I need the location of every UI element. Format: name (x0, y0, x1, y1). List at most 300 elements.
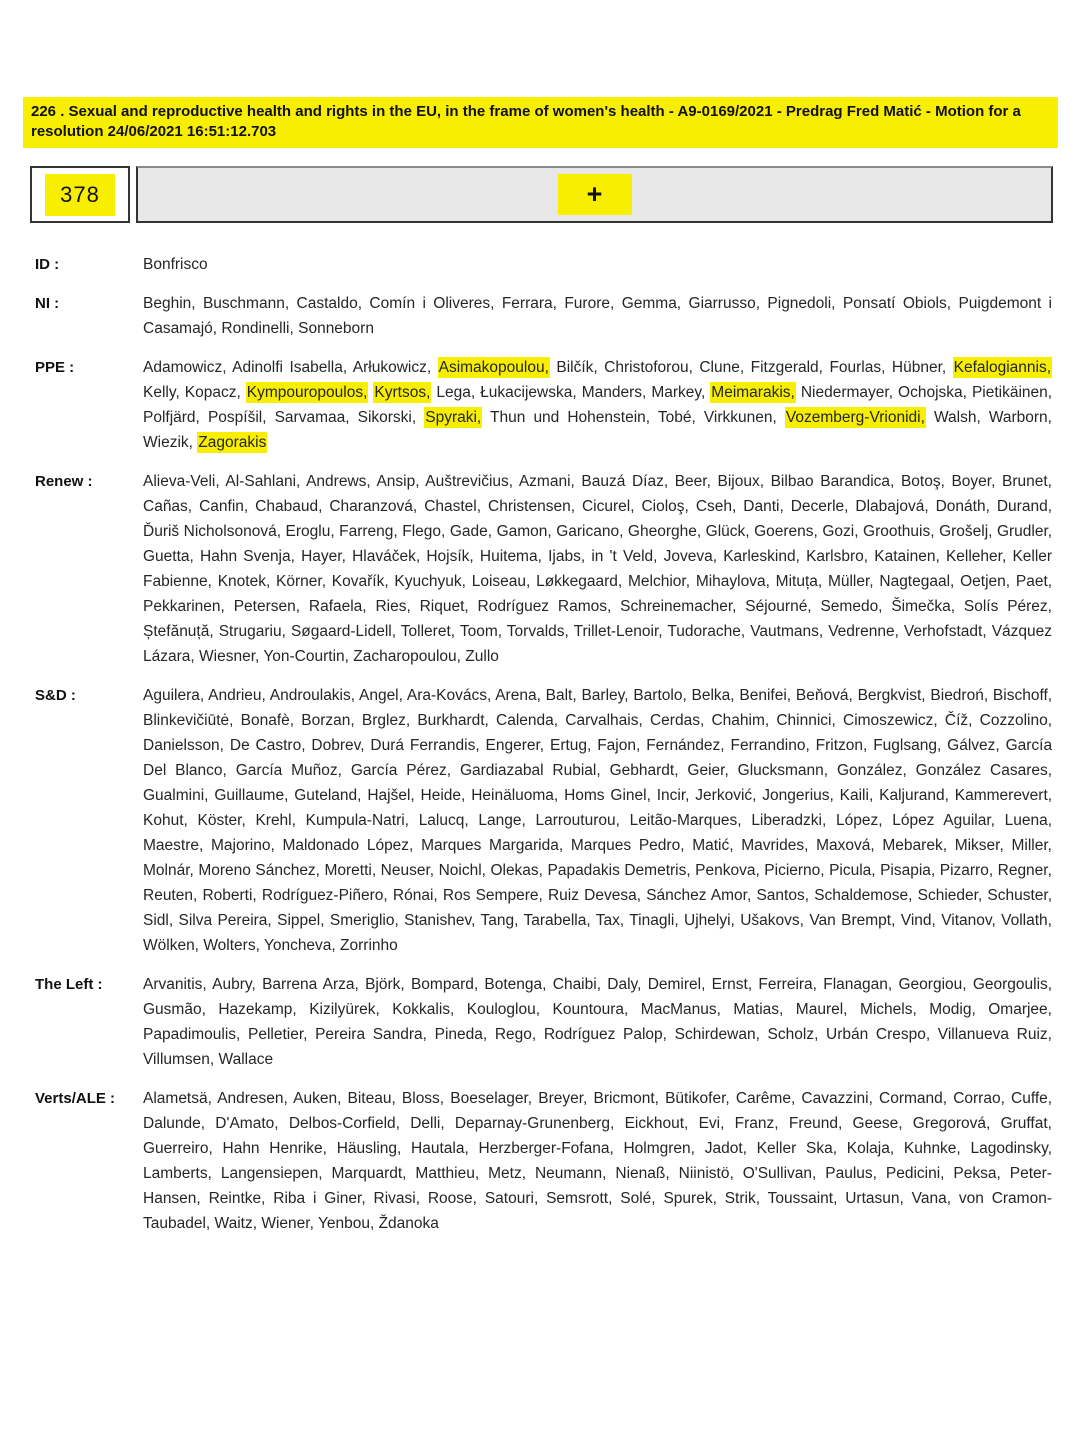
member-name: Farreng, (339, 523, 398, 540)
member-name: Azmani, (518, 473, 575, 490)
member-name: Lamberts, (143, 1165, 212, 1182)
member-name: Charanzová, (329, 498, 418, 515)
member-name: O'Sullivan, (742, 1165, 817, 1182)
group-label: PPE : (35, 359, 75, 376)
member-name: Evi, (698, 1115, 725, 1132)
member-name: Angel, (358, 687, 403, 704)
member-name: Björk, (365, 976, 405, 993)
member-name: Daly, (607, 976, 642, 993)
member-name: Chahim, (711, 712, 770, 729)
member-name: Gozi, (822, 523, 859, 540)
member-name: Schuster, (987, 887, 1053, 904)
member-name: Rodríguez-Piñero, (261, 887, 388, 904)
member-name: Cuffe, (1011, 1090, 1053, 1107)
member-name: Herzberger-Fofana, (478, 1140, 614, 1157)
member-name: Lagodinsky, (970, 1140, 1053, 1157)
member-name: Loiseau, (471, 573, 531, 590)
member-name: Kefalogiannis, (953, 359, 1052, 376)
member-name: Wolters, (203, 937, 260, 954)
member-name: González, (836, 762, 907, 779)
member-name: Kohut, (143, 812, 188, 829)
member-name: Jongerius, (762, 787, 834, 804)
member-name: Köster, (197, 812, 246, 829)
member-name: Hojsík, (426, 548, 474, 565)
member-name: Kyuchyuk, (394, 573, 466, 590)
member-name: Corrao, (953, 1090, 1005, 1107)
member-name: Carême, (735, 1090, 796, 1107)
total-votes-cell (30, 166, 130, 223)
member-name: Wallace (218, 1051, 274, 1068)
member-name: Mikser, (954, 837, 1004, 854)
member-name: Toussaint, (767, 1190, 838, 1207)
member-name: Boeselager, (450, 1090, 533, 1107)
member-name: Pekkarinen, (143, 598, 225, 615)
member-name: Hazekamp, (218, 1001, 297, 1018)
member-name: Calenda, (496, 712, 559, 729)
member-name: Dalunde, (143, 1115, 206, 1132)
member-name: Sikorski, (357, 409, 417, 426)
member-name: Vollath, (1001, 912, 1052, 929)
member-name: MacManus, (640, 1001, 721, 1018)
member-name: Botoş, (900, 473, 945, 490)
member-name: Incir, (656, 787, 690, 804)
member-name: Andrieu, (208, 687, 266, 704)
member-name: Silva Pereira, (178, 912, 272, 929)
member-name: Bartolo, (633, 687, 687, 704)
member-name: González Casares, (915, 762, 1053, 779)
member-name: Marques Margarida, (421, 837, 564, 854)
member-name: Pignedoli, (767, 295, 836, 312)
member-name: Goerens, (754, 523, 818, 540)
member-name: in 't Veld, (591, 548, 658, 565)
member-name: Gusmão, (143, 1001, 206, 1018)
member-name: Beghin, (143, 295, 196, 312)
member-name: Kyrtsos, (374, 384, 431, 401)
result-plus-badge: + (558, 174, 632, 215)
member-name: Zullo (465, 648, 499, 665)
member-name: Luena, (1004, 812, 1053, 829)
member-name: Mebarek, (882, 837, 948, 854)
member-name: Lange, (478, 812, 526, 829)
member-name: Marques Pedro, (570, 837, 685, 854)
member-name: Castaldo, (296, 295, 363, 312)
member-name: Marquardt, (331, 1165, 407, 1182)
member-name: Picula, (829, 862, 876, 879)
member-name: Warborn, (988, 409, 1052, 426)
member-name: Satouri, (484, 1190, 539, 1207)
member-name: Séjourné, (745, 598, 812, 615)
vote-sections (35, 252, 1052, 1236)
member-name: Trillet-Lenoir, (573, 623, 663, 640)
member-name: Villanueva Ruiz, (937, 1026, 1052, 1043)
member-name: Verhofstadt, (903, 623, 987, 640)
member-name: Langensiepen, (220, 1165, 323, 1182)
member-name: Schirdewan, (674, 1026, 760, 1043)
member-name: D'Amato, (215, 1115, 279, 1132)
member-name: Maldonado López, (282, 837, 414, 854)
member-name: Torvalds, (506, 623, 569, 640)
member-name: García Muñoz, (235, 762, 342, 779)
member-name: Cioloş, (641, 498, 689, 515)
vote-title: 226 . Sexual and reproductive health and rights in the EU, in the frame of women's health - A9-0169/2021 - Predrag Fred Matić - Motion for a resolution 24/06/2021 16:51:12.703 (31, 103, 1021, 140)
member-name: Ertug, (549, 737, 592, 754)
member-name: Boyer, (951, 473, 996, 490)
member-name: Katainen, (874, 548, 940, 565)
member-name: Lega, (436, 384, 476, 401)
member-name: Eickhout, (624, 1115, 689, 1132)
member-name: Strugariu, (218, 623, 286, 640)
member-name: Hübner, (891, 359, 947, 376)
member-name: Thun und Hohenstein, (490, 409, 651, 426)
member-name: Gamon, (496, 523, 552, 540)
member-name: Løkkegaard, (536, 573, 623, 590)
member-name: Furore, (564, 295, 615, 312)
member-name: Semedo, (820, 598, 883, 615)
member-name: Meimarakis, (711, 384, 795, 401)
group-label: NI : (35, 295, 60, 312)
member-name: Bloss, (401, 1090, 445, 1107)
member-name: Heide, (420, 787, 466, 804)
member-name: Arena, (495, 687, 541, 704)
member-name: Olekas, (490, 862, 543, 879)
member-name: Geese, (852, 1115, 903, 1132)
member-name: Gregorová, (912, 1115, 991, 1132)
member-name: Cseh, (695, 498, 737, 515)
member-name: Christensen, (488, 498, 576, 515)
member-name: Modig, (929, 1001, 976, 1018)
member-name: Sidl, (143, 912, 174, 929)
member-name: Rego, (494, 1026, 537, 1043)
member-name: Gebhardt, (609, 762, 679, 779)
member-name: Clune, (699, 359, 745, 376)
member-name: López, (835, 812, 883, 829)
member-name: Walsh, (933, 409, 981, 426)
member-name: Rónai, (392, 887, 438, 904)
member-name: Moretti, (324, 862, 377, 879)
group-members (143, 355, 1052, 455)
member-name: Moreno Sánchez, (198, 862, 320, 879)
member-name: Mihaylova, (695, 573, 770, 590)
member-name: Brunet, (1002, 473, 1052, 490)
member-name: Cozzolino, (979, 712, 1053, 729)
member-name: Niedermayer, (800, 384, 894, 401)
group-members (143, 683, 1052, 958)
member-name: Keller Fabienne, (143, 548, 1053, 590)
member-name: Schaldemose, (814, 887, 913, 904)
member-name: Spurek, (663, 1190, 717, 1207)
member-name: Penkova, (695, 862, 760, 879)
member-name: Engerer, (485, 737, 545, 754)
member-name: Körner, (276, 573, 327, 590)
member-name: Kuhnke, (903, 1140, 961, 1157)
member-name: Oetjen, (960, 573, 1011, 590)
member-name: Guetta, (143, 548, 194, 565)
member-name: Yenbou, (317, 1215, 375, 1232)
member-name: Blinkevičiūtė, (143, 712, 234, 729)
member-name: Chinnici, (776, 712, 836, 729)
vote-title-banner (23, 97, 1058, 148)
member-name: Georgoulis, (972, 976, 1053, 993)
group-label: Verts/ALE : (35, 1090, 116, 1107)
member-name: Aubry, (212, 976, 256, 993)
group-label: Renew : (35, 473, 93, 490)
member-name: Bütikofer, (665, 1090, 730, 1107)
member-name: Delli, (410, 1115, 445, 1132)
member-name: Miller, (1011, 837, 1052, 854)
member-name: Cañas, (143, 498, 193, 515)
member-name: Kolaja, (846, 1140, 895, 1157)
member-name: Ara-Kovács, (406, 687, 492, 704)
vote-group-row (35, 355, 1052, 455)
member-name: Breyer, (538, 1090, 588, 1107)
member-name: Petersen, (233, 598, 301, 615)
member-name: Scholz, (767, 1026, 819, 1043)
group-label: The Left : (35, 976, 103, 993)
member-name: Maxová, (816, 837, 875, 854)
member-name: Kammerevert, (954, 787, 1053, 804)
member-name: Hlaváček, (352, 548, 421, 565)
member-name: Sarvamaa, (274, 409, 350, 426)
member-name: Pereira Sandra, (315, 1026, 427, 1043)
member-name: Hahn Svenja, (200, 548, 295, 565)
member-name: von Cramon-Taubadel, (143, 1190, 1052, 1232)
member-name: Aguilera, (143, 687, 205, 704)
group-members (143, 291, 1052, 341)
member-name: Huitema, (479, 548, 542, 565)
member-name: Stanishev, (404, 912, 476, 929)
member-name: Ernst, (711, 976, 753, 993)
member-name: Hahn Henrike, (222, 1140, 327, 1157)
member-name: Ďuriš Nicholsonová, (143, 523, 282, 540)
member-name: Tax, (595, 912, 625, 929)
member-name: Kelly, (143, 384, 180, 401)
member-name: Reintke, (208, 1190, 266, 1207)
member-name: Deparnay-Grunenberg, (454, 1115, 615, 1132)
member-name: Vind, (900, 912, 936, 929)
member-name: De Castro, (229, 737, 306, 754)
member-name: Maurel, (795, 1001, 848, 1018)
member-name: Eroglu, (285, 523, 335, 540)
member-name: Papadakis Demetris, (547, 862, 691, 879)
vote-group-row (35, 469, 1052, 669)
member-name: Guerreiro, (143, 1140, 213, 1157)
member-name: Bergkvist, (857, 687, 926, 704)
member-name: Ros Sempere, (442, 887, 543, 904)
member-name: Barrena Arza, (262, 976, 359, 993)
member-name: Urbán Crespo, (826, 1026, 931, 1043)
member-name: Metz, (488, 1165, 527, 1182)
member-name: Groothuis, (863, 523, 935, 540)
member-name: Virkkunen, (703, 409, 777, 426)
member-name: Burkhardt, (417, 712, 489, 729)
member-name: Chabaud, (255, 498, 323, 515)
member-name: Pedicini, (885, 1165, 945, 1182)
member-name: Rivasi, (373, 1190, 421, 1207)
member-name: Číž, (944, 712, 973, 729)
member-name: Danti, (743, 498, 784, 515)
member-name: Santos, (756, 887, 810, 904)
group-members (143, 1086, 1052, 1236)
member-name: Nienaß, (615, 1165, 670, 1182)
member-name: Cicurel, (581, 498, 635, 515)
member-name: Ries, (375, 598, 411, 615)
member-name: Mavrides, (741, 837, 809, 854)
member-name: Brglez, (361, 712, 411, 729)
member-name: Hajšel, (367, 787, 415, 804)
member-name: Kokkalis, (392, 1001, 455, 1018)
member-name: Hautala, (411, 1140, 469, 1157)
member-name: Fajon, (597, 737, 641, 754)
member-name: Barley, (581, 687, 629, 704)
member-name: Gardiazabal Rubial, (459, 762, 601, 779)
member-name: Regner, (997, 862, 1052, 879)
member-name: Bijoux, (717, 473, 765, 490)
member-name: Kovařík, (331, 573, 389, 590)
member-name: Ruiz Devesa, (547, 887, 642, 904)
member-name: Karlsbro, (806, 548, 869, 565)
member-name: Leitão-Marques, (629, 812, 742, 829)
member-name: Cerdas, (649, 712, 705, 729)
member-name: Ferrara, (501, 295, 557, 312)
member-name: Adinolfi Isabella, (232, 359, 348, 376)
member-name: Borzan, (301, 712, 355, 729)
member-name: Bonafè, (240, 712, 295, 729)
member-name: Matias, (733, 1001, 784, 1018)
member-name: Beer, (674, 473, 711, 490)
member-name: Wiezik, (143, 434, 193, 451)
member-name: Wiesner, (199, 648, 260, 665)
member-name: Dobrev, (311, 737, 365, 754)
member-name: Fourlas, (829, 359, 886, 376)
member-name: Häusling, (336, 1140, 402, 1157)
member-name: Müller, (827, 573, 874, 590)
member-name: Vázquez Lázara, (143, 623, 1053, 665)
vote-group-row (35, 1086, 1052, 1236)
member-name: Ferrandino, (730, 737, 810, 754)
member-name: Adamowicz, (143, 359, 227, 376)
member-name: Søgaard-Lidell, (290, 623, 397, 640)
member-name: Fitzgerald, (750, 359, 823, 376)
member-name: Tobé, (657, 409, 696, 426)
member-name: Roberti, (202, 887, 257, 904)
member-name: Arłukowicz, (352, 359, 432, 376)
vote-group-row (35, 972, 1052, 1072)
member-name: Donáth, (935, 498, 990, 515)
member-name: Durá Ferrandis, (370, 737, 480, 754)
member-name: Tarabella, (523, 912, 591, 929)
member-name: Belka, (691, 687, 735, 704)
member-name: Alametsä, (143, 1090, 212, 1107)
member-name: Rondinelli, (221, 320, 294, 337)
member-name: García Pérez, (350, 762, 452, 779)
member-name: Gruffat, (1000, 1115, 1052, 1132)
member-name: Pietikäinen, (971, 384, 1053, 401)
member-name: Asimakopoulou, (438, 359, 549, 376)
member-name: Balt, (545, 687, 577, 704)
member-name: Mituța, (775, 573, 823, 590)
member-name: Glucksmann, (737, 762, 829, 779)
member-name: Zorrinho (340, 937, 398, 954)
member-name: Benifei, (739, 687, 792, 704)
member-name: Zagorakis (198, 434, 267, 451)
member-name: Kelleher, (945, 548, 1007, 565)
member-name: Gálvez, (947, 737, 1000, 754)
member-name: Chaibi, (552, 976, 601, 993)
member-name: Tang, (480, 912, 519, 929)
member-name: Michels, (859, 1001, 917, 1018)
member-name: Papadimoulis, (143, 1026, 241, 1043)
member-name: Vedrenne, (828, 623, 899, 640)
member-name: Omarjee, (988, 1001, 1052, 1018)
member-name: Schreinemacher, (620, 598, 737, 615)
member-name: Larrouturou, (535, 812, 620, 829)
member-name: Bonfrisco (143, 256, 208, 273)
member-name: Roose, (427, 1190, 477, 1207)
member-name: Ušakovs, (740, 912, 804, 929)
member-name: Al-Sahlani, (225, 473, 301, 490)
member-name: Georgiou, (898, 976, 967, 993)
member-name: Gheorghe, (627, 523, 702, 540)
member-name: Lalucq, (418, 812, 469, 829)
member-name: Geier, (687, 762, 729, 779)
member-name: Pelletier, (248, 1026, 308, 1043)
member-name: Yoncheva, (263, 937, 336, 954)
member-name: Nagtegaal, (879, 573, 955, 590)
member-name: Dlabajová, (855, 498, 929, 515)
member-name: Sánchez Amor, (646, 887, 752, 904)
member-name: Buschmann, (202, 295, 290, 312)
member-name: Pospíšil, (207, 409, 267, 426)
member-name: Pizarro, (939, 862, 994, 879)
member-name: Toom, (459, 623, 503, 640)
member-name: Kountoura, (552, 1001, 629, 1018)
member-name: Wiener, (261, 1215, 314, 1232)
member-name: Vozemberg-Vrionidi, (785, 409, 925, 426)
member-name: Kopacz, (184, 384, 241, 401)
member-name: Łukacijewska, (480, 384, 577, 401)
member-name: Fernández, (646, 737, 725, 754)
member-name: García Del Blanco, (143, 737, 1053, 779)
member-name: Tolleret, (400, 623, 456, 640)
member-name: Auštrevičius, (425, 473, 514, 490)
member-name: Spyraki, (425, 409, 482, 426)
group-label: S&D : (35, 687, 76, 704)
member-name: Andresen, (217, 1090, 288, 1107)
member-name: Urtasun, (845, 1190, 904, 1207)
member-name: Zacharopoulou, (353, 648, 461, 665)
member-name: Bricmont, (593, 1090, 659, 1107)
member-name: Delbos-Corfield, (288, 1115, 400, 1132)
member-name: Ždanoka (378, 1215, 439, 1232)
member-name: Durand, (996, 498, 1053, 515)
member-name: Rodríguez Palop, (543, 1026, 667, 1043)
member-name: Neumann, (534, 1165, 607, 1182)
member-name: Garicano, (556, 523, 624, 540)
group-members (143, 972, 1052, 1072)
member-name: Gualmini, (143, 787, 209, 804)
member-name: Ferreira, (758, 976, 817, 993)
member-name: Villumsen, (143, 1051, 215, 1068)
member-name: Vautmans, (750, 623, 824, 640)
group-members (143, 252, 1052, 277)
member-name: Sippel, (277, 912, 325, 929)
vote-group-row (35, 252, 1052, 277)
member-name: Carvalhais, (565, 712, 643, 729)
member-name: Riba i Giner, (273, 1190, 366, 1207)
member-name: Strik, (724, 1190, 761, 1207)
member-name: Alieva-Veli, (143, 473, 220, 490)
member-name: Ijabs, (548, 548, 586, 565)
